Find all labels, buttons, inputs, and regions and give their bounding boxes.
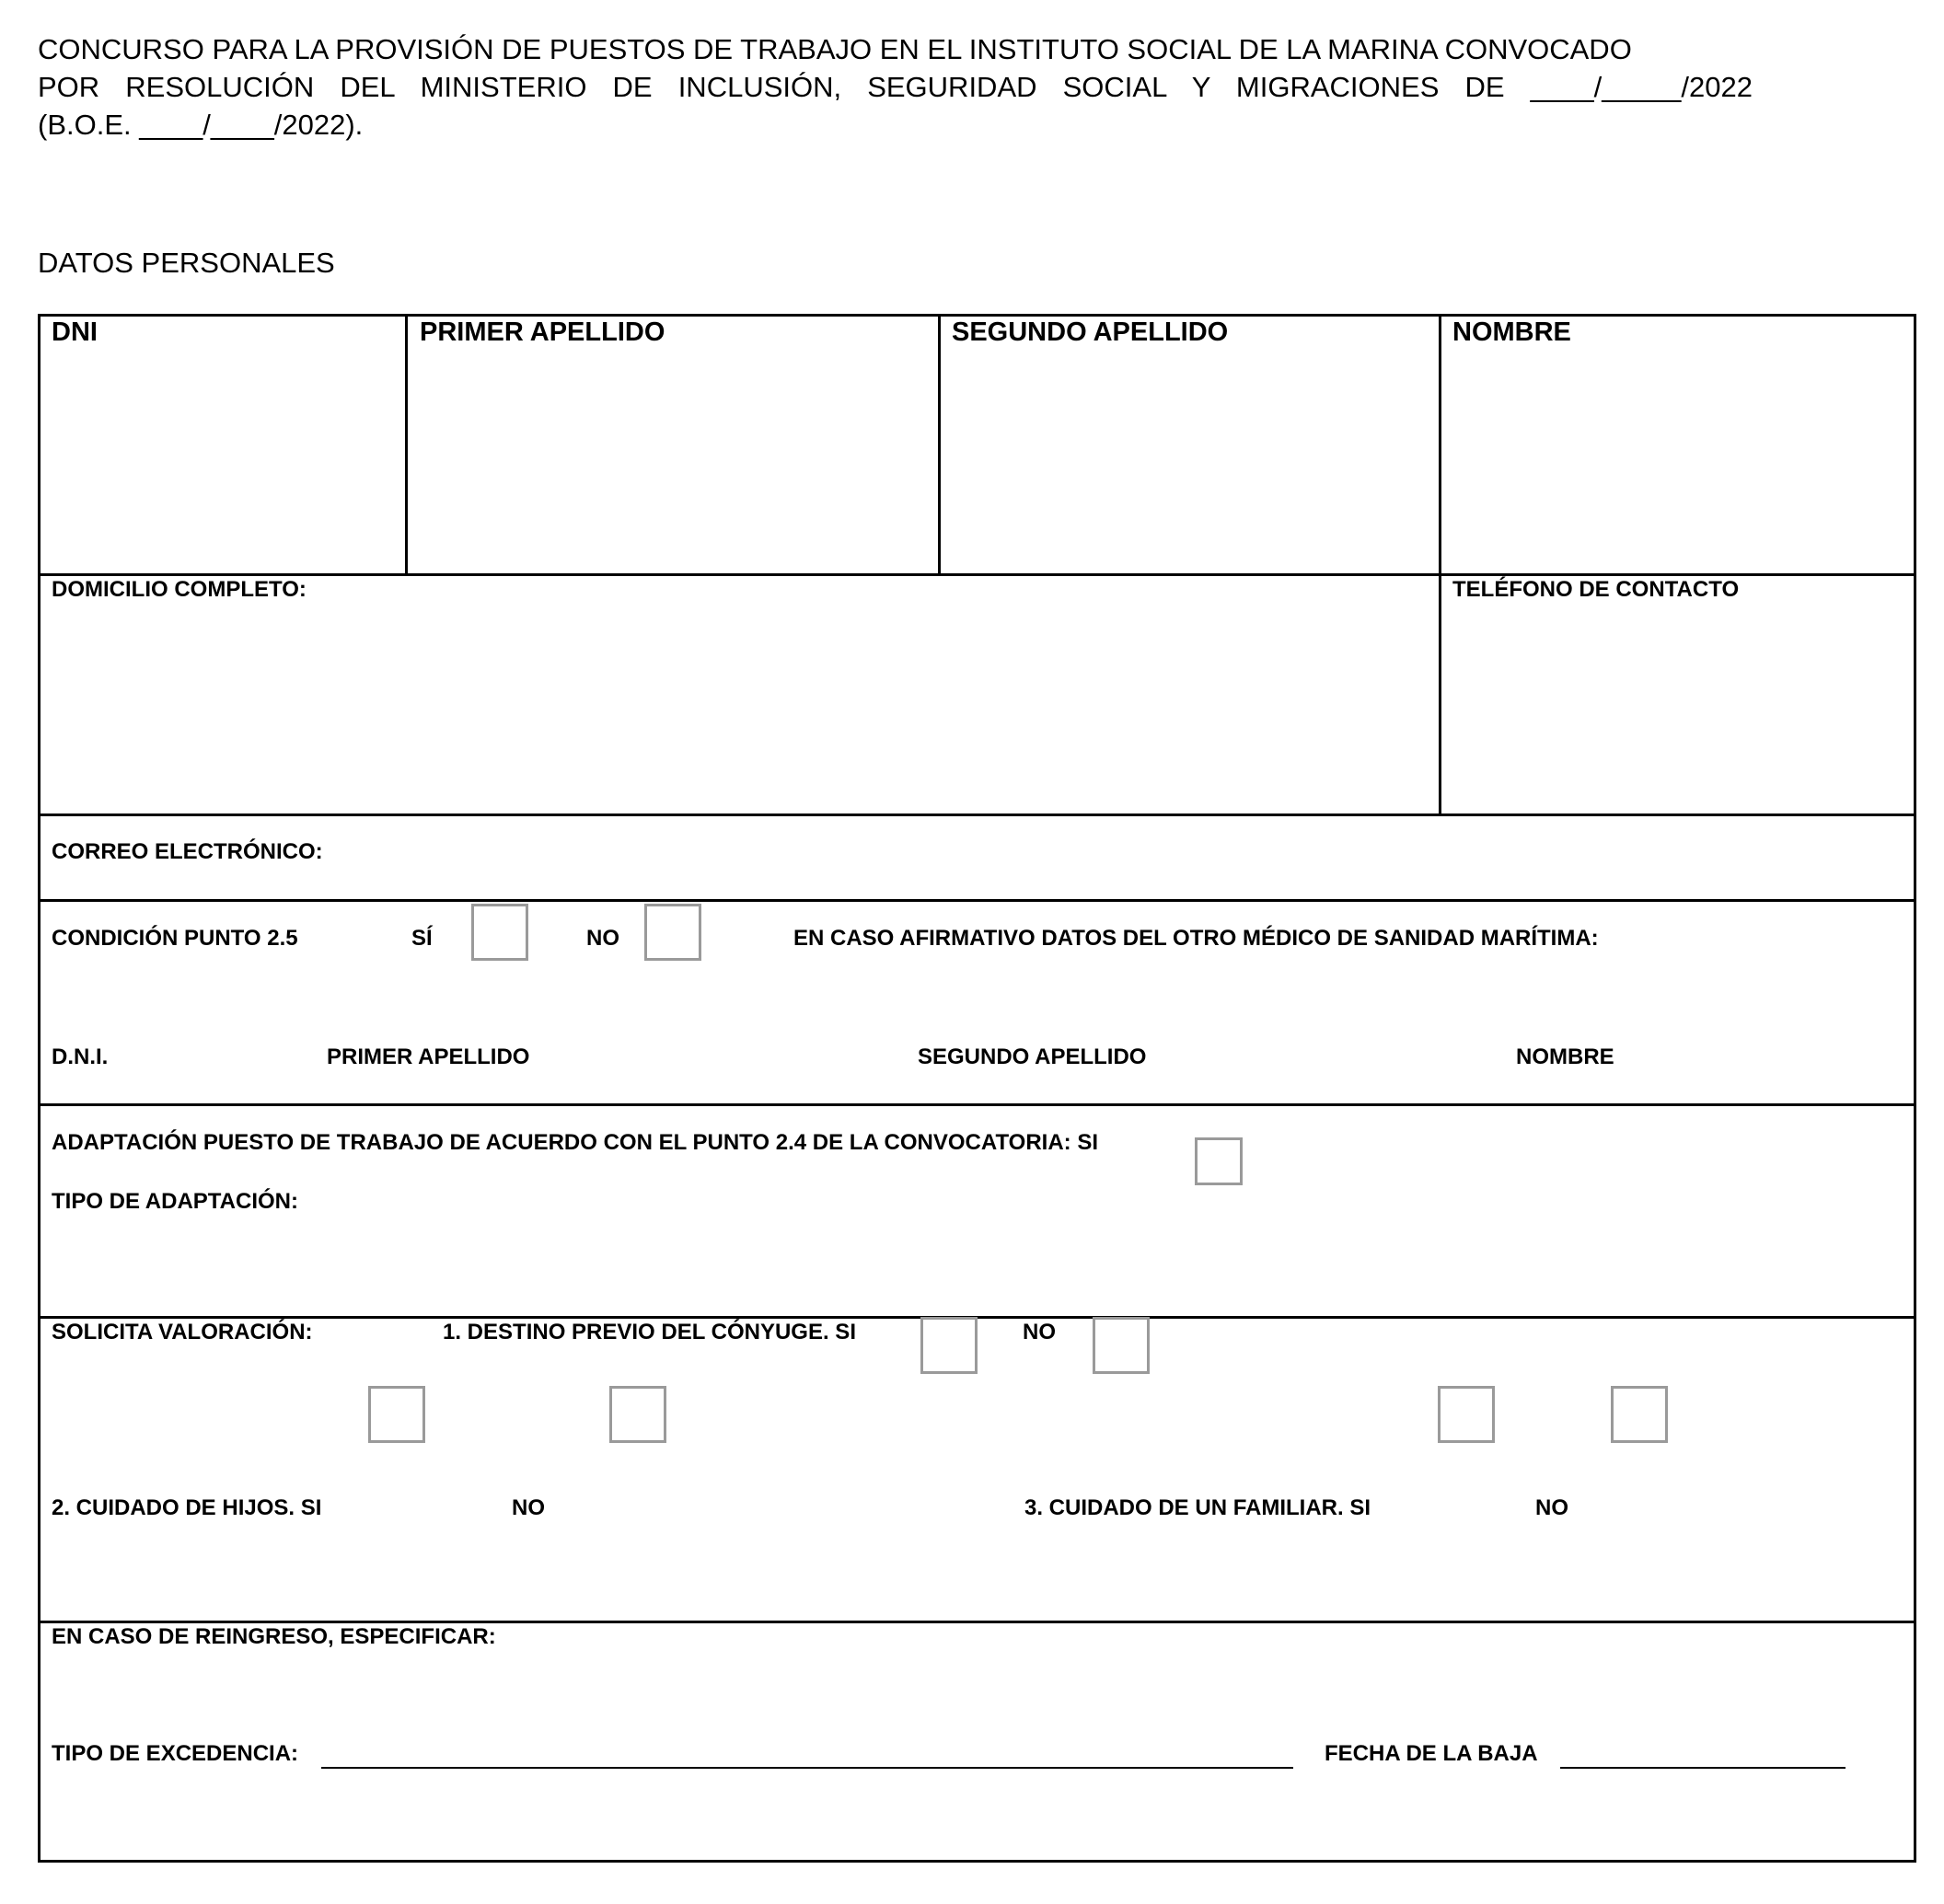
nombre-label: NOMBRE bbox=[1452, 317, 1571, 347]
hijos-no-label: NO bbox=[512, 1495, 545, 1520]
primer-apellido-label: PRIMER APELLIDO bbox=[420, 317, 665, 347]
valoracion-label: SOLICITA VALORACIÓN: bbox=[52, 1320, 313, 1344]
hijos-si-label: 2. CUIDADO DE HIJOS. SI bbox=[52, 1495, 322, 1520]
correo-label: CORREO ELECTRÓNICO: bbox=[52, 839, 323, 864]
header-line-1: CONCURSO PARA LA PROVISIÓN DE PUESTOS DE TRABAJO EN EL INSTITUTO SOCIAL DE LA MARINA CONVOCADO bbox=[38, 33, 1632, 65]
hijos-si-checkbox[interactable] bbox=[368, 1386, 425, 1443]
row-divider bbox=[38, 814, 1916, 816]
familiar-si-checkbox[interactable] bbox=[1438, 1386, 1495, 1443]
row-divider bbox=[38, 899, 1916, 902]
column-divider bbox=[405, 314, 408, 575]
row-divider bbox=[38, 1621, 1916, 1623]
tipo-excedencia-field[interactable] bbox=[321, 1767, 1293, 1769]
header-line-3: (B.O.E. ____/____/2022). bbox=[38, 109, 364, 141]
condicion-no-checkbox[interactable] bbox=[644, 904, 701, 961]
column-divider bbox=[938, 314, 941, 575]
condicion-no-label: NO bbox=[586, 926, 619, 951]
condicion-si-checkbox[interactable] bbox=[471, 904, 528, 961]
segundo-apellido-label: SEGUNDO APELLIDO bbox=[952, 317, 1229, 347]
adaptacion-label: ADAPTACIÓN PUESTO DE TRABAJO DE ACUERDO CON EL PUNTO 2.4 DE LA CONVOCATORIA: SI bbox=[52, 1130, 1098, 1155]
fecha-baja-field[interactable] bbox=[1560, 1767, 1846, 1769]
conyuge-si-label: 1. DESTINO PREVIO DEL CÓNYUGE. SI bbox=[443, 1320, 856, 1344]
adaptacion-si-checkbox[interactable] bbox=[1195, 1137, 1243, 1185]
header-line-2: POR RESOLUCIÓN DEL MINISTERIO DE INCLUSIÓN, SEGURIDAD SOCIAL Y MIGRACIONES DE ____/_____/2022 bbox=[38, 71, 1753, 103]
otro-medico-dni-label: D.N.I. bbox=[52, 1044, 109, 1069]
otro-medico-nombre-label: NOMBRE bbox=[1516, 1044, 1614, 1069]
otro-medico-label: EN CASO AFIRMATIVO DATOS DEL OTRO MÉDICO DE SANIDAD MARÍTIMA: bbox=[793, 926, 1599, 951]
fecha-baja-label: FECHA DE LA BAJA bbox=[1325, 1741, 1538, 1766]
conyuge-si-checkbox[interactable] bbox=[920, 1317, 978, 1374]
condicion-si-label: SÍ bbox=[411, 926, 433, 951]
otro-medico-segundo-apellido-label: SEGUNDO APELLIDO bbox=[918, 1044, 1147, 1069]
reingreso-label: EN CASO DE REINGRESO, ESPECIFICAR: bbox=[52, 1624, 496, 1649]
telefono-label: TELÉFONO DE CONTACTO bbox=[1452, 577, 1740, 602]
familiar-no-checkbox[interactable] bbox=[1611, 1386, 1668, 1443]
dni-label: DNI bbox=[52, 317, 98, 347]
domicilio-label: DOMICILIO COMPLETO: bbox=[52, 577, 307, 602]
column-divider bbox=[1439, 314, 1441, 815]
section-title: DATOS PERSONALES bbox=[38, 247, 335, 279]
otro-medico-primer-apellido-label: PRIMER APELLIDO bbox=[327, 1044, 530, 1069]
conyuge-no-label: NO bbox=[1023, 1320, 1056, 1344]
condicion-label: CONDICIÓN PUNTO 2.5 bbox=[52, 926, 298, 951]
familiar-no-label: NO bbox=[1535, 1495, 1568, 1520]
document-header bbox=[38, 30, 1753, 144]
tipo-adaptacion-label: TIPO DE ADAPTACIÓN: bbox=[52, 1189, 298, 1214]
conyuge-no-checkbox[interactable] bbox=[1093, 1317, 1150, 1374]
hijos-no-checkbox[interactable] bbox=[609, 1386, 666, 1443]
row-divider bbox=[38, 573, 1916, 576]
row-divider bbox=[38, 1103, 1916, 1106]
familiar-si-label: 3. CUIDADO DE UN FAMILIAR. SI bbox=[1024, 1495, 1371, 1520]
tipo-excedencia-label: TIPO DE EXCEDENCIA: bbox=[52, 1741, 299, 1766]
